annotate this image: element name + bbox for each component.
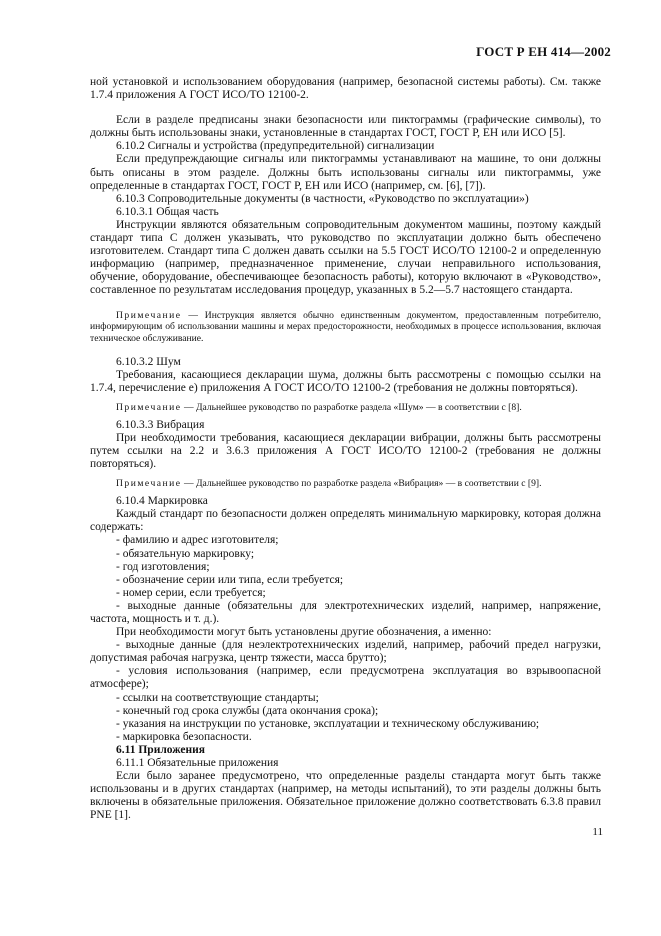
list-item: - год изготовления;	[116, 560, 210, 573]
section-heading-6-10-3-2: 6.10.3.2 Шум	[116, 356, 181, 369]
paragraph: Требования, касающиеся декларации шума, должны быть рассмотрены с помощью ссылки на 1.7.4, перечисление е) приложения А ГОСТ ИСО/ТО 12100-2 (требования не должны повторяться).	[90, 369, 601, 395]
paragraph: Если в разделе предписаны знаки безопасности или пиктограммы (графические символы), то должны быть использованы знаки, установленные в стандартах ГОСТ, ГОСТ Р, ЕН или ИСО [5].	[90, 114, 601, 140]
paragraph: Каждый стандарт по безопасности должен определять минимальную маркировку, которая должна содержать:	[90, 508, 601, 534]
note-text: — Инструкция является обычно единственным документом, предоставленным потребителю, информирующим об использовании машины и мерах предосторожности, необходимых в процессе использования, включая техническое обслуживание.	[90, 309, 601, 344]
list-item: - выходные данные (для неэлектротехнических изделий, например, рабочий предел нагрузки, допустимая рабочая нагрузка, центр тяжести, масса брутто);	[90, 639, 601, 665]
document-header: ГОСТ Р ЕН 414—2002	[476, 44, 611, 59]
list-item: - выходные данные (обязательны для электротехнических изделий, например, напряжение, частота, мощность и т. д.).	[90, 599, 601, 625]
list-item: - обозначение серии или типа, если требуется;	[116, 573, 344, 586]
note	[90, 402, 601, 414]
section-heading-6-10-3-1: 6.10.3.1 Общая часть	[116, 205, 219, 218]
section-heading-6-11-1: 6.11.1 Обязательные приложения	[116, 757, 279, 769]
section-heading-6-10-4: 6.10.4 Маркировка	[116, 495, 208, 508]
note	[90, 478, 601, 490]
paragraph: При необходимости могут быть установлены другие обозначения, а именно:	[116, 626, 492, 639]
section-heading-6-11: 6.11 Приложения	[116, 743, 206, 756]
list-item: - номер серии, если требуется;	[116, 586, 266, 599]
paragraph: Если было заранее предусмотрено, что определенные разделы стандарта могут быть также использованы и в других стандартах (например, на методы испытаний), то эти разделы должны быть включены в обязательные приложения. Обязательное приложение должно соответствовать 6.3.8 правил PNE [1].	[90, 770, 601, 822]
list-item: - маркировка безопасности.	[116, 730, 252, 743]
list-item: - ссылки на соответствующие стандарты;	[116, 691, 319, 704]
note-text: — Дальнейшее руководство по разработке раздела «Вибрация» — в соответствии с [9].	[181, 477, 542, 489]
list-item: - конечный год срока службы (дата окончания срока);	[116, 704, 379, 717]
paragraph: Инструкции являются обязательным сопроводительным документом машины, поэтому каждый стандарт типа С должен указывать, что руководство по эксплуатации должно быть обеспечено изготовителем. Стандарт типа С должен давать ссылки на 5.5 ГОСТ ИСО/ТО 12100-2 и определенную информацию (например, предназначенное применение, случаи неправильного использования, обучение, оборудование, обеспечивающее безопасность работы), которую включают в «Руководство», составленное по результатам исследования процедур, указанных в 5.2—5.7 настоящего стандарта.	[90, 218, 601, 297]
note-label: Примечание	[116, 401, 182, 413]
document-body	[90, 76, 601, 822]
note-label: Примечание	[116, 477, 182, 489]
list-item: - условия использования (например, если предусмотрена эксплуатация во взрывоопасной атмосфере);	[90, 665, 601, 691]
list-item: - указания на инструкции по установке, эксплуатации и техническому обслуживанию;	[116, 717, 540, 730]
note	[90, 310, 601, 345]
paragraph: ной установкой и использованием оборудования (например, безопасной системы работы). См. также 1.7.4 приложения А ГОСТ ИСО/ТО 12100-2.	[90, 76, 601, 102]
list-item: - фамилию и адрес изготовителя;	[116, 534, 279, 547]
note-text: — Дальнейшее руководство по разработке раздела «Шум» — в соответствии с [8].	[181, 401, 522, 413]
paragraph: При необходимости требования, касающиеся декларации вибрации, должны быть рассмотрены путем ссылки на 2.2 и 3.6.3 приложения А ГОСТ ИСО/ТО 12100-2 (требования не должны повторяться).	[90, 432, 601, 471]
section-heading-6-10-3: 6.10.3 Сопроводительные документы (в частности, «Руководство по эксплуатации»)	[116, 192, 529, 205]
page-number: 11	[592, 826, 603, 838]
section-heading-6-10-3-3: 6.10.3.3 Вибрация	[116, 419, 205, 432]
paragraph: Если предупреждающие сигналы или пиктограммы устанавливают на машине, то они должны быть описаны в этом разделе. Должны быть использованы сигналы или пиктограммы, уже определенные в стандартах ГОСТ, ГОСТ Р, ЕН или ИСО (например, см. [6], [7]).	[90, 153, 601, 192]
list-item: - обязательную маркировку;	[116, 547, 255, 560]
section-heading-6-10-2: 6.10.2 Сигналы и устройства (предупредительной) сигнализации	[116, 140, 435, 153]
note-label: Примечание	[116, 309, 182, 321]
